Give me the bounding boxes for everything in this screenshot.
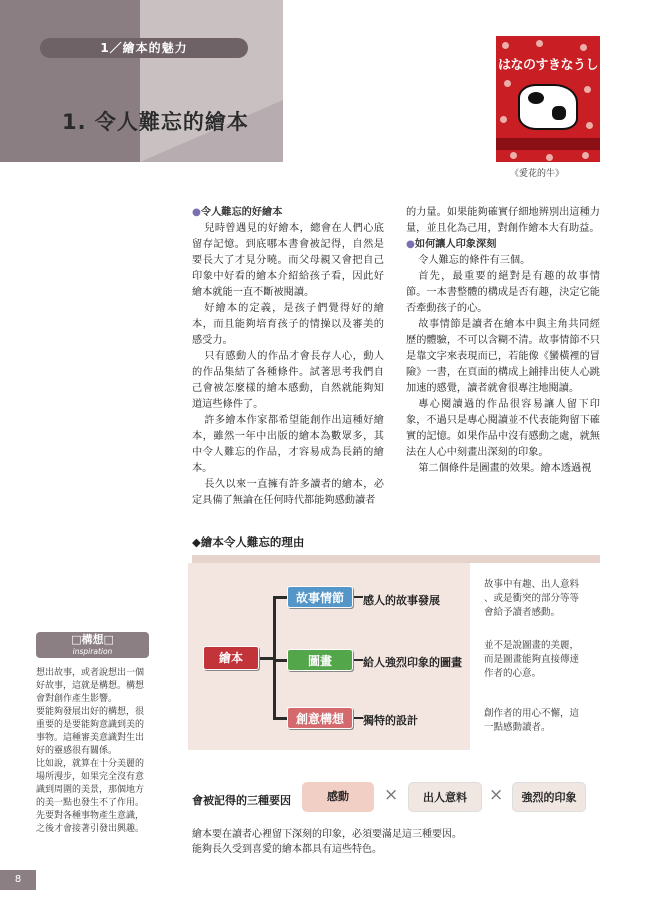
cow-illustration	[518, 84, 578, 130]
summary-text: 繪本要在讀者心裡留下深刻的印象，必須要滿足這三種要因。 能夠長久受到喜愛的繪本都具有這些特色。	[192, 829, 462, 855]
cover-band	[496, 138, 600, 150]
cover-caption: 《愛花的牛》	[510, 169, 565, 179]
times-icon: ×	[489, 785, 504, 805]
paragraph: 長久以來一直擁有許多讀者的繪本，必定具備了無論在任何時代都能夠感動讀者	[192, 479, 384, 506]
connector-line	[353, 717, 363, 719]
page-number: 8	[0, 870, 36, 890]
diagram-tag-story: 故事情節	[287, 586, 353, 608]
chapter-label: 1／繪本的魅力	[40, 38, 248, 58]
times-icon: ×	[384, 785, 399, 805]
connector-line	[353, 659, 363, 661]
sidebar-heading	[36, 632, 149, 658]
paragraph: 第二個條件是圖畫的效果。繪本透過視	[418, 463, 592, 474]
book-cover-image	[496, 36, 600, 162]
diagram-tag-picture: 圖畫	[287, 649, 353, 671]
paragraph: 好繪本的定義，是孩子們覺得好的繪本，而且能夠培育孩子的情操以及審美的感受力。	[192, 303, 384, 346]
connector-line	[353, 596, 363, 598]
factors-label: 會被記得的三種要因	[192, 794, 291, 807]
paragraph: 首先，最重要的絕對是有趣的故事情節。一本書整體的構成是否有趣，決定它能否牽動孩子的心。	[406, 271, 600, 314]
body-column-1	[192, 205, 384, 509]
diagram-note: 故事中有趣、出人意料 、或是衝突的部分等等 會給予讀者感動。	[484, 579, 580, 618]
diagram-top-bar	[192, 555, 600, 563]
cover-title: はなのすきなうし	[497, 58, 598, 73]
paragraph: 令人難忘的條件有三個。	[418, 255, 531, 266]
connector-line	[273, 596, 276, 719]
sidebar-title: □構想□	[71, 633, 114, 646]
body-column-2	[406, 205, 600, 477]
paragraph: 許多繪本作家都希望能創作出這種好繪本，雖然一年中出版的繪本為數眾多，其中令人難忘的作品，才容易成為長銷的繪本。	[192, 415, 384, 474]
paragraph: 的力量。如果能夠確實仔細地辨別出這種力量，並且化為己用，對創作繪本大有助益。	[406, 207, 600, 234]
factor-box: 強烈的印象	[512, 782, 586, 812]
header-band-dark	[0, 0, 140, 162]
diamond-icon: ◆	[192, 535, 201, 549]
diagram-heading: ◆繪本令人難忘的理由	[192, 535, 305, 549]
diagram-note: 並不是說圖畫的美麗， 而是圖畫能夠直接傳達 作者的心意。	[484, 640, 580, 679]
section-heading: ●如何讓人印象深刻	[406, 239, 497, 250]
bullet-icon: ●	[192, 207, 201, 218]
bullet-icon: ●	[406, 239, 415, 250]
diagram-reason: 獨特的設計	[363, 714, 418, 727]
diagram-reason: 感人的故事發展	[363, 594, 440, 607]
factor-box: 感動	[302, 782, 374, 812]
diagram-reason: 給人強烈印象的圖畫	[363, 656, 462, 669]
sidebar-subtitle: inspiration	[72, 647, 113, 656]
factor-box: 出人意料	[408, 782, 482, 812]
paragraph: 只有感動人的作品才會長存人心，動人的作品集結了各種條件。試著思考我們自己會被怎麼樣的繪本感動，自然就能夠知道這些條件了。	[192, 351, 384, 410]
diagram-root-tag: 繪本	[203, 646, 259, 670]
paragraph: 故事情節是讀者在繪本中與主角共同經歷的體驗，不可以含糊不清。故事情節不只是靠文字來表現而已，若能像《蠻橫裡的冒險》一書，在頁面的構成上鋪排出使人心跳加速的感覺，讀者就會很專注地閱讀。	[406, 319, 600, 394]
diagram-tag-idea: 創意構想	[287, 707, 353, 729]
paragraph: 專心閱讀過的作品很容易讓人留下印象，不過只是專心閱讀並不代表能夠留下確實的記憶。如果作品中沒有感動之處，就無法在人心中刻畫出深刻的印象。	[406, 399, 600, 458]
sidebar-body: 想出故事，或者說想出一個 好故事，這就是構想。構想 會對創作產生影響。 要能夠發展出好的構想，很 重要的是要能夠意識到美的 事物。這種審美意識對生出 好的靈感很有關係。 比如說，就算在十分美麗的 場所漫步，如果完全沒有意 識到周圍的美景，那個地方 的美一點也發生不了作用。 先要對各種事物產生意識， 之後才會接著引發出興趣。	[36, 668, 145, 834]
connector-line	[273, 596, 288, 599]
section-heading: ●令人難忘的好繪本	[192, 207, 283, 218]
connector-line	[273, 717, 288, 720]
connector-line	[273, 659, 288, 662]
page-title: 1. 令人難忘的繪本	[62, 110, 249, 134]
diagram-note: 創作者的用心不懈，這 一點感動讀者。	[484, 708, 580, 733]
paragraph: 兒時曾遇見的好繪本，總會在人們心底留存記憶。到底哪本書會被記得，自然是要長大了才見分曉。而父母親又會把自己印象中好看的繪本介紹給孩子看，因此好繪本就能一直不斷被閱讀。	[192, 223, 384, 298]
